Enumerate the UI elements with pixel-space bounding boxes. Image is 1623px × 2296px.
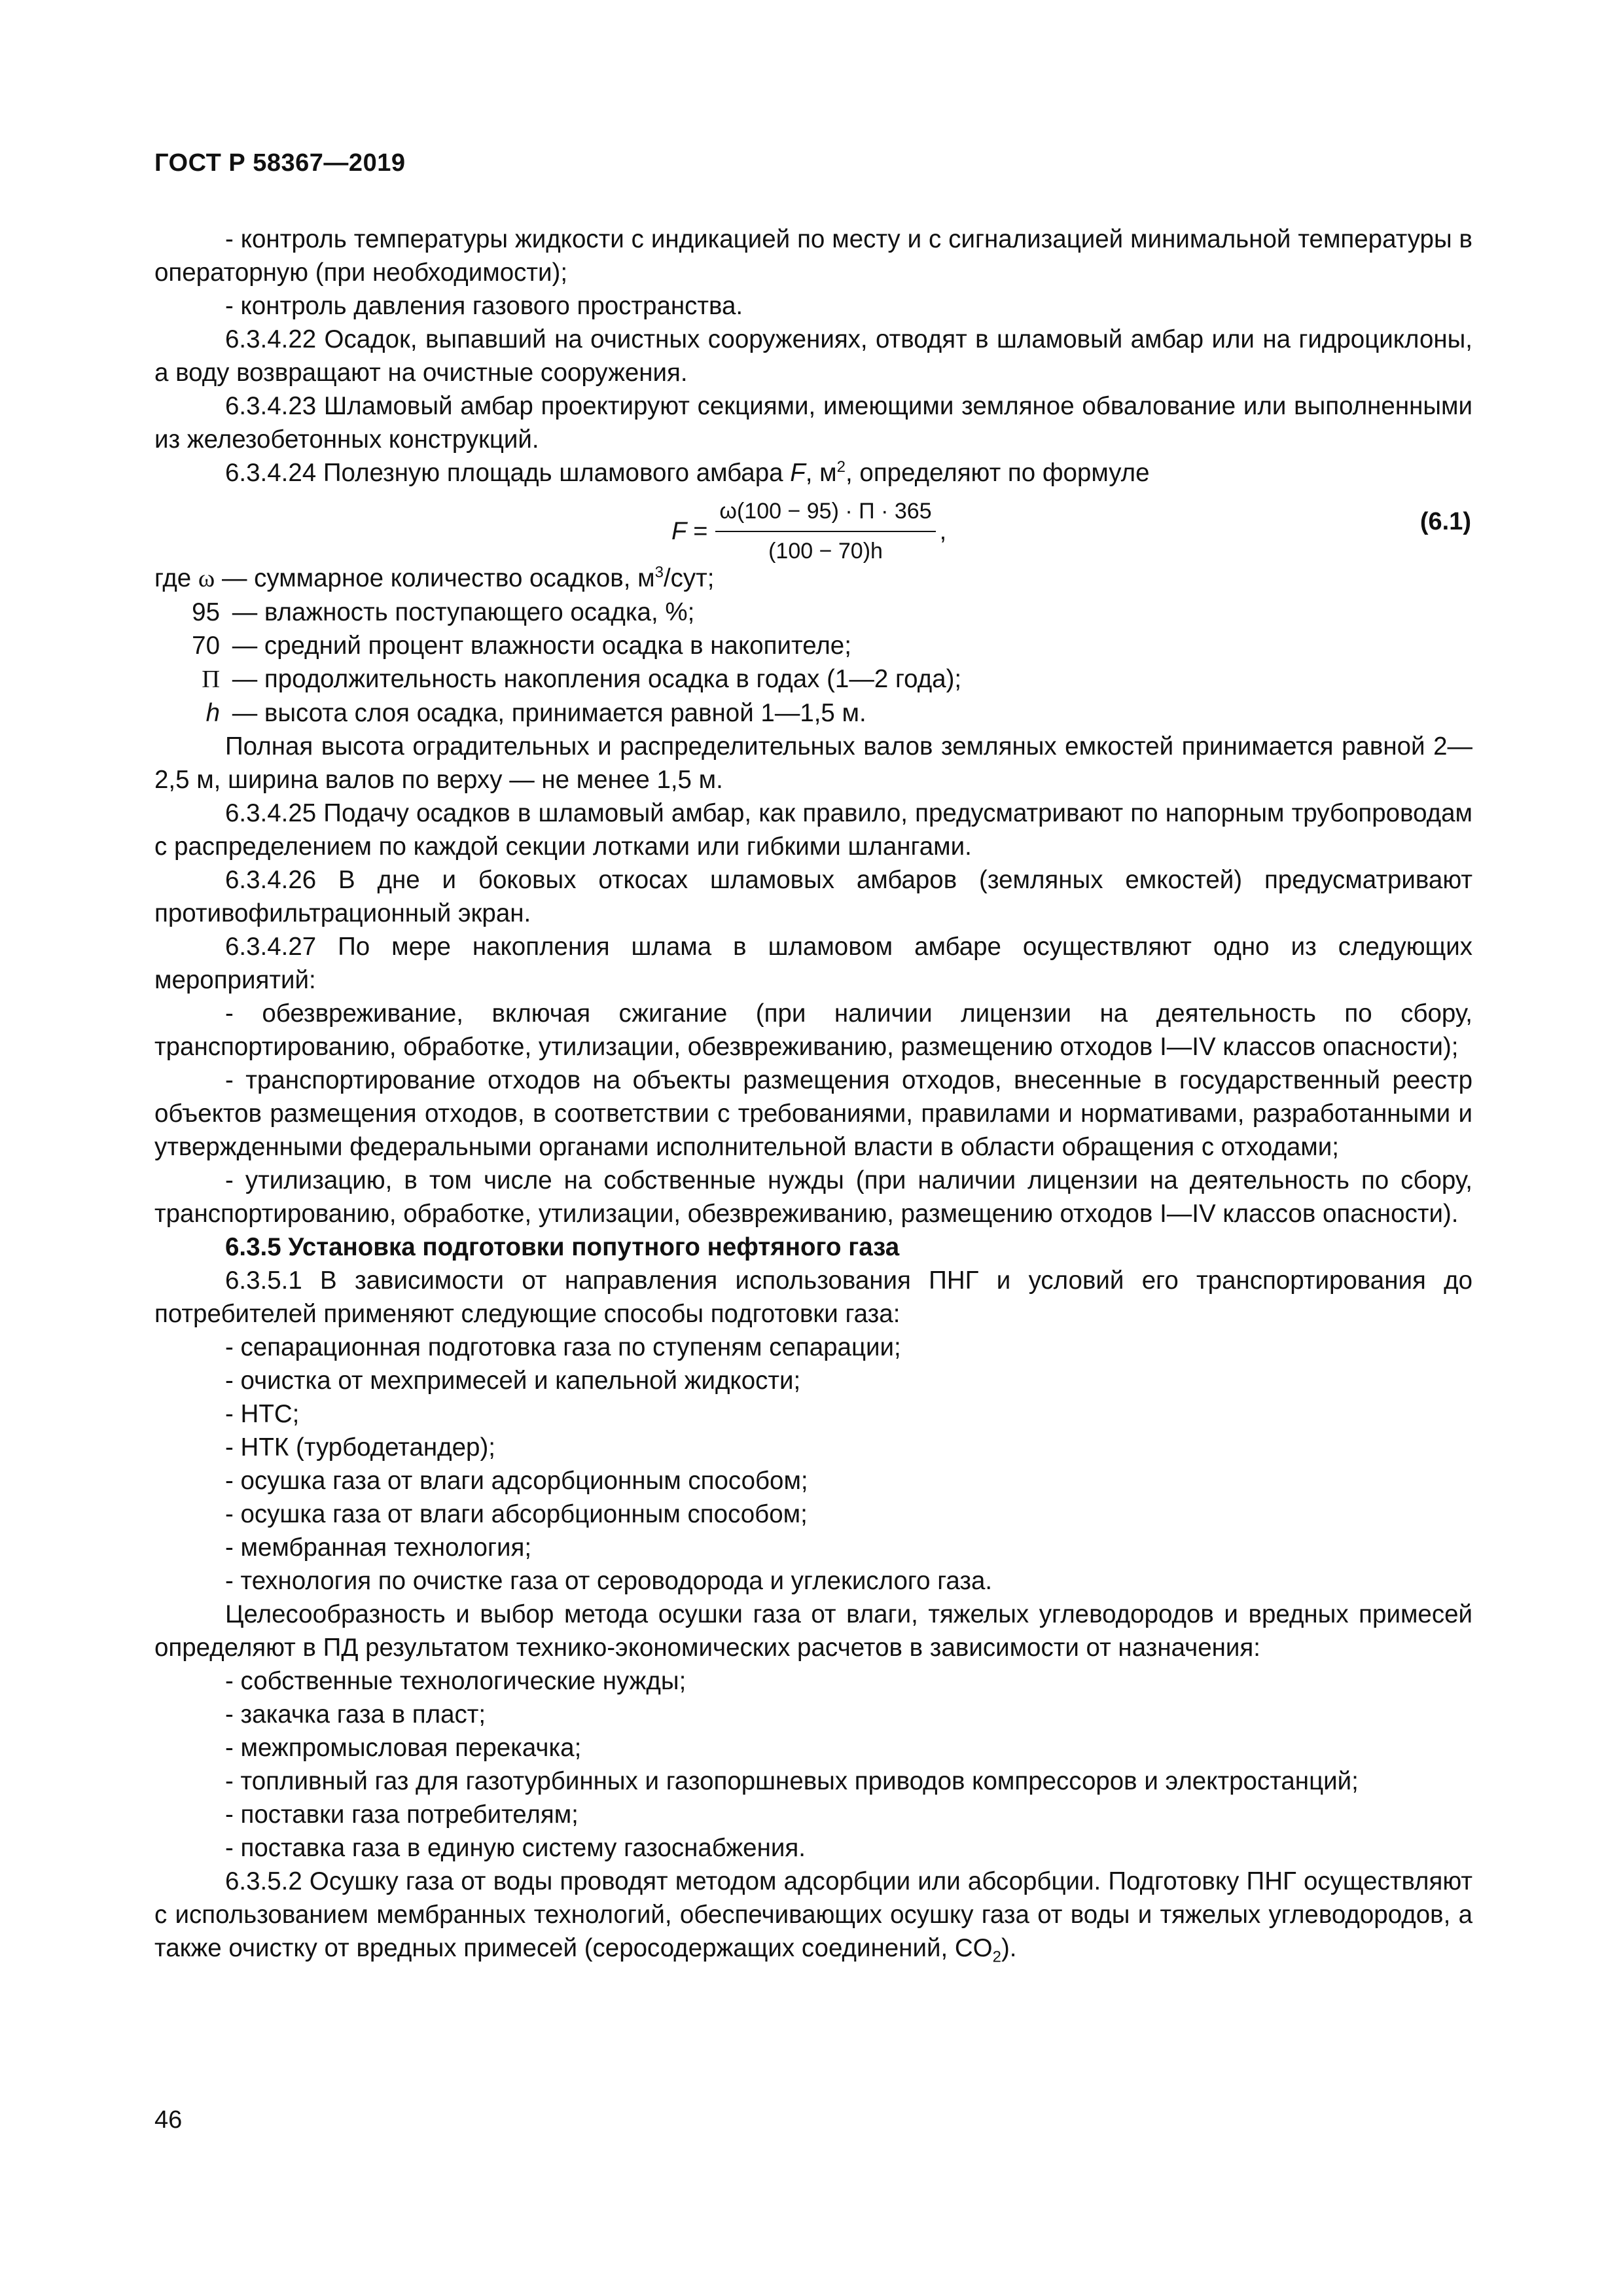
legend-text: — суммарное количество осадков, м (215, 564, 655, 592)
formula-expression (671, 495, 946, 568)
legend-text: — средний процент влажности осадка в накопителе; (225, 632, 851, 660)
purpose-item: - собственные технологические нужды; (225, 1667, 687, 1695)
bullet-temperature-control: - контроль температуры жидкости с индикацией по месту и с сигнализацией минимальной температуры в операторную (при необходимости); (154, 225, 1472, 287)
legend-symbol: h (205, 699, 220, 727)
purpose-item: - топливный газ для газотурбинных и газопоршневых приводов компрессоров и электростанций; (225, 1767, 1359, 1795)
page-body (154, 223, 1472, 1965)
formula-number: (6.1) (1419, 508, 1471, 535)
legend-symbol: 95 (192, 598, 220, 626)
method-item: - сепарационная подготовка газа по ступеням сепарации; (225, 1333, 901, 1361)
formula-fraction (715, 495, 935, 568)
standard-header: ГОСТ Р 58367—2019 (154, 149, 406, 177)
measure-item: - обезвреживание, включая сжигание (при наличии лицензии на деятельность по сбору, транспортированию, обработке, утилизации, обезвреживанию, размещению отходов I—IV классов опасности); (154, 999, 1472, 1061)
paragraph-wall-height: Полная высота оградительных и распределительных валов земляных емкостей принимается равной 2—2,5 м, ширина валов по верху — не менее 1,5 м. (154, 732, 1472, 794)
formula-comma: , (939, 517, 947, 545)
measure-item: - утилизацию, в том числе на собственные нужды (при наличии лицензии на деятельность по сбору, транспортированию, обработке, утилизации, обезвреживанию, размещению отходов I—IV классов опасности). (154, 1166, 1472, 1228)
legend-symbol: 70 (192, 632, 220, 660)
purpose-item: - закачка газа в пласт; (225, 1700, 486, 1729)
legend-text: — продолжительность накопления осадка в годах (1—2 года); (225, 665, 962, 693)
legend-where: где (154, 564, 192, 592)
legend-symbol: ω (198, 565, 215, 592)
purpose-item: - поставка газа в единую систему газоснабжения. (225, 1834, 806, 1862)
measure-item: - транспортирование отходов на объекты размещения отходов, внесенные в государственный реестр объектов размещения отходов, в соответствии с требованиями, правилами и нормативами, разработанными и утвержденными федеральными органами исполнительной власти в области обращения с отходами; (154, 1066, 1472, 1161)
method-item: - НТК (турбодетандер); (225, 1433, 495, 1462)
section-heading-6-3-5: 6.3.5 Установка подготовки попутного нефтяного газа (225, 1233, 900, 1261)
legend-item-h (154, 696, 1472, 730)
legend-sup: 3 (654, 564, 664, 582)
paragraph-6-3-5-1: 6.3.5.1 В зависимости от направления использования ПНГ и условий его транспортирования до потребителей применяют следующие способы подготовки газа: (154, 1266, 1472, 1328)
p-6-3-4-24-mid: , м (805, 459, 837, 487)
p-6-3-5-2-text: 6.3.5.2 Осушку газа от воды проводят методом адсорбции или абсорбции. Подготовку ПНГ осуществляют с использованием мембранных технологий, обеспечивающих осушку газа от воды и тяжелых углеводородов, а также очистку от вредных примесей (серосодержащих соединений, CO (154, 1867, 1472, 1962)
p-6-3-4-24-var: F (790, 459, 806, 487)
paragraph-6-3-4-23: 6.3.4.23 Шламовый амбар проектируют секциями, имеющими земляное обвалование или выполненными из железобетонных конструкций. (154, 392, 1472, 454)
paragraph-6-3-4-25: 6.3.4.25 Подачу осадков в шламовый амбар, как правило, предусматривают по напорным трубопроводам с распределением по каждой секции лотками или гибкими шлангами. (154, 799, 1472, 861)
paragraph-6-3-5-2 (154, 1865, 1472, 1965)
legend-symbol: Π (202, 666, 220, 693)
formula-denominator: (100 − 70)h (768, 539, 883, 564)
legend-text: — влажность поступающего осадка, %; (225, 598, 695, 626)
p-6-3-5-2-end: ). (1001, 1934, 1017, 1962)
method-item: - очистка от мехпримесей и капельной жидкости; (225, 1367, 801, 1395)
p-6-3-4-24-sup: 2 (836, 458, 846, 476)
formula-numerator: ω(100 − 95) · Π · 365 (715, 495, 935, 532)
paragraph-6-3-4-22: 6.3.4.22 Осадок, выпавший на очистных сооружениях, отводят в шламовый амбар или на гидроциклоны, а воду возвращают на очистные сооружения. (154, 325, 1472, 387)
paragraph-6-3-4-26: 6.3.4.26 В дне и боковых откосах шламовых амбаров (земляных емкостей) предусматривают противофильтрационный экран. (154, 866, 1472, 927)
paragraph-6-3-4-27: 6.3.4.27 По мере накопления шлама в шламовом амбаре осуществляют одно из следующих мероприятий: (154, 933, 1472, 994)
legend-tail: /сут; (663, 564, 715, 592)
legend-item-70 (154, 629, 1472, 662)
method-item: - осушка газа от влаги адсорбционным способом; (225, 1467, 808, 1495)
formula-equals: = (693, 517, 708, 545)
bullet-pressure-control: - контроль давления газового пространства. (225, 292, 743, 320)
purpose-item: - межпромысловая перекачка; (225, 1734, 582, 1762)
method-item: - НТС; (225, 1400, 300, 1428)
p-6-3-5-2-sub: 2 (992, 1948, 1001, 1966)
paragraph-6-3-4-24 (154, 456, 1472, 490)
page-number: 46 (154, 2106, 183, 2134)
p-6-3-4-24-after: , определяют по формуле (846, 459, 1150, 487)
legend-item-95 (154, 596, 1472, 629)
paragraph-feasibility: Целесообразность и выбор метода осушки газа от влаги, тяжелых углеводородов и вредных примесей определяют в ПД результатом технико-экономических расчетов в зависимости от назначения: (154, 1600, 1472, 1662)
method-item: - технология по очистке газа от сероводорода и углекислого газа. (225, 1567, 993, 1595)
p-6-3-4-24-before: 6.3.4.24 Полезную площадь шламового амбара (225, 459, 791, 487)
method-item: - мембранная технология; (225, 1534, 532, 1562)
legend-item-pi (154, 662, 1472, 696)
legend-text: — высота слоя осадка, принимается равной 1—1,5 м. (225, 699, 866, 727)
formula-6-1 (154, 490, 1472, 562)
method-item: - осушка газа от влаги абсорбционным способом; (225, 1500, 808, 1528)
formula-lhs: F (671, 517, 687, 545)
purpose-item: - поставки газа потребителям; (225, 1801, 579, 1829)
